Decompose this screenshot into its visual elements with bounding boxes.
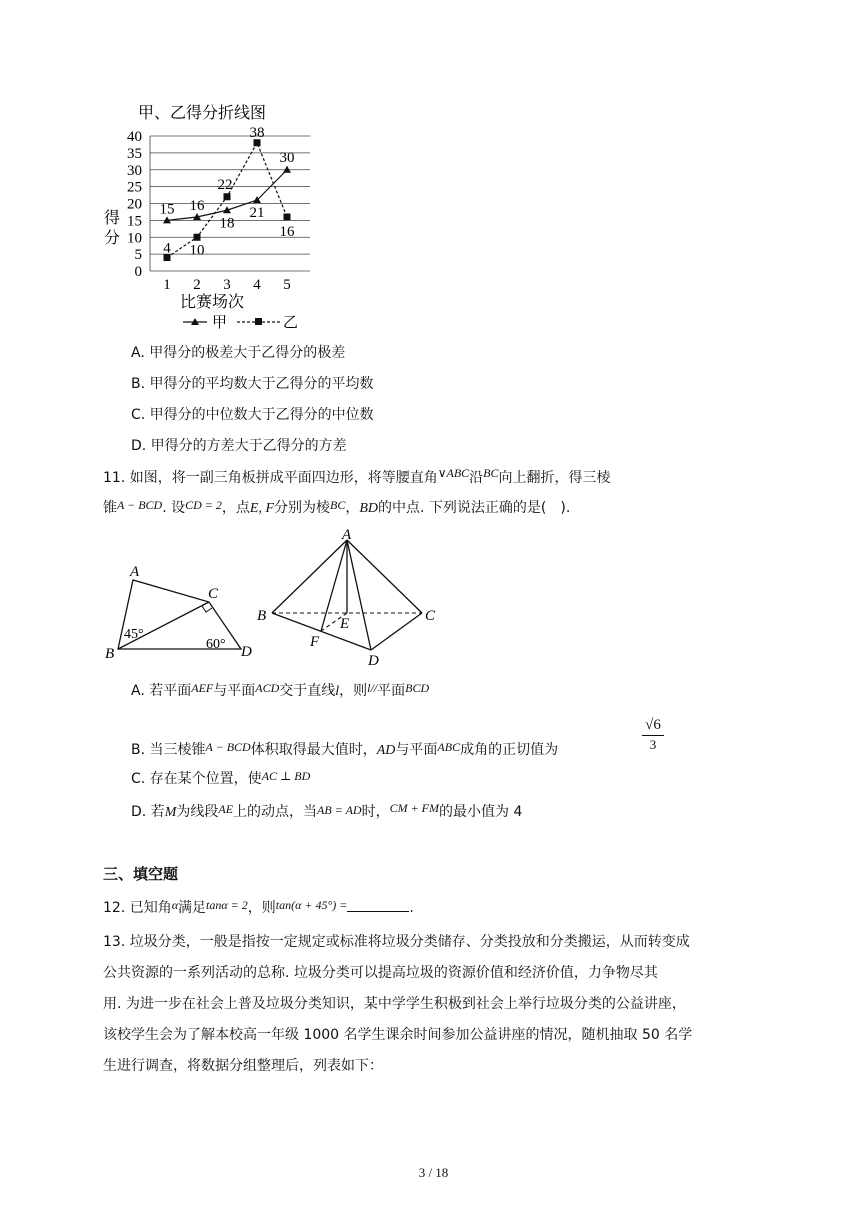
q11-b-3: 与平面 xyxy=(395,742,438,758)
legend-square-marker xyxy=(255,318,262,325)
fig2-label-b: B xyxy=(257,608,267,624)
q12-2: 满足 xyxy=(178,900,207,916)
q11-c-1: C. 存在某个位置，使 xyxy=(131,771,262,787)
q11-b-4: 成角的正切值为 xyxy=(460,742,559,758)
q11-d-4: 时， xyxy=(361,804,390,820)
legend-series-1: 甲 xyxy=(212,313,228,331)
q11-stem-line-2 xyxy=(103,497,570,517)
line-chart xyxy=(95,95,335,340)
q11-d-2: 为线段 xyxy=(176,804,219,820)
data-label: 10 xyxy=(189,242,205,259)
q11-a-plane-aef: AEF xyxy=(191,681,214,695)
q11-d-5: 的最小值为 4 xyxy=(439,804,523,820)
y-tick-label: 40 xyxy=(127,129,142,145)
q11-b-2: 体积取得最大值时， xyxy=(250,742,377,758)
x-tick-label: 4 xyxy=(253,277,261,293)
fig2-label-e: E xyxy=(340,616,350,632)
data-label: 18 xyxy=(219,215,235,232)
q11-option-a xyxy=(131,680,429,700)
q11-a-plane-bcd: BCD xyxy=(405,681,430,695)
q11-b-1: B. 当三棱锥 xyxy=(131,742,206,758)
y-tick-label: 30 xyxy=(127,162,142,179)
y-tick-label: 15 xyxy=(127,213,142,230)
q11-b-fraction-bar xyxy=(642,735,664,736)
q11-points-ef: E, F xyxy=(249,501,275,516)
fig2-label-a: A xyxy=(342,527,352,543)
q11-stem-1c: 沿 xyxy=(469,470,484,486)
page-number: 3 / 18 xyxy=(418,1165,449,1180)
q13-line-2: 公共资源的一系列活动的总称. 垃圾分类可以提高垃圾的资源价值和经济价值，力争物尽其 xyxy=(103,965,658,981)
q11-stem-1e: 向上翻折，得三棱 xyxy=(498,470,611,486)
q13-line-3: 用. 为进一步在社会上普及垃圾分类知识，某中学学生积极到社会上举行垃圾分类的公益讲座， xyxy=(103,996,686,1012)
q11-pyramid: A − BCD xyxy=(117,498,163,512)
fig2-label-c: C xyxy=(425,608,436,624)
q11-b-ad: AD xyxy=(376,743,396,758)
chart-title: 甲、乙得分折线图 xyxy=(137,103,267,122)
q11-stem-line-1 xyxy=(103,467,611,487)
x-tick-label: 5 xyxy=(283,277,291,293)
q10-option-d: D. 甲得分的方差大于乙得分的方差 xyxy=(131,438,347,454)
y-tick-label: 5 xyxy=(134,247,142,264)
series-markers xyxy=(163,139,291,261)
q12-answer-blank[interactable] xyxy=(347,899,409,912)
data-label: 30 xyxy=(279,149,295,166)
x-tick-label: 2 xyxy=(193,277,201,293)
q11-a-line-l: l xyxy=(335,684,340,699)
fig1-label-c: C xyxy=(208,586,219,602)
data-label: 4 xyxy=(163,240,171,257)
q12-1: 12. 已知角 xyxy=(103,900,172,916)
fig1-label-d: D xyxy=(241,644,252,660)
data-label: 16 xyxy=(189,198,205,214)
q11-c-perp: AC ⊥ BD xyxy=(261,769,311,783)
figure-quadrilateral xyxy=(100,560,260,665)
q11-edge-bc: BC xyxy=(483,466,499,480)
q11-b-fraction xyxy=(640,716,666,752)
q13-line-4: 该校学生会为了解本校高一年级 1000 名学生课余时间参加公益讲座的情况，随机抽取 50 名学 xyxy=(103,1027,693,1043)
q11-stem-2g: 分别为棱 xyxy=(274,500,331,516)
q11-d-ab-ad: AB = AD xyxy=(317,803,362,817)
q11-a-parallel: l// xyxy=(367,681,378,695)
q11-cd-value: CD = 2 xyxy=(185,498,222,512)
q11-a-4: ，则 xyxy=(339,683,368,699)
q11-triangle-abc: ∨ABC xyxy=(437,466,470,480)
q11-option-b xyxy=(131,739,558,759)
x-tick-label: 1 xyxy=(163,277,171,293)
data-label: 16 xyxy=(279,224,295,240)
data-label: 22 xyxy=(217,176,233,193)
legend-series-2: 乙 xyxy=(283,313,299,331)
q11-option-d xyxy=(131,801,522,821)
section-heading: 三、填空题 xyxy=(103,865,179,883)
q11-d-ae: AE xyxy=(218,802,234,816)
figure-pyramid xyxy=(250,525,450,670)
q12-4: . xyxy=(409,900,414,916)
y-tick-label: 20 xyxy=(127,196,142,213)
q12-alpha: α xyxy=(171,898,179,912)
q11-b-plane-abc: ABC xyxy=(437,740,461,754)
q11-edge-bc-2: BC xyxy=(330,498,346,512)
q11-stem-2i: ， xyxy=(345,500,360,516)
data-labels xyxy=(160,125,296,259)
q10-option-b: B. 甲得分的平均数大于乙得分的平均数 xyxy=(131,376,374,392)
fig1-label-a: A xyxy=(130,564,140,580)
y-tick-label: 35 xyxy=(127,145,142,162)
q10-option-a: A. 甲得分的极差大于乙得分的极差 xyxy=(131,345,346,361)
data-label: 15 xyxy=(159,201,175,218)
q11-stem-2c: . 设 xyxy=(162,500,186,516)
q11-stem-2k: 的中点. 下列说法正确的是( ). xyxy=(378,500,571,516)
q11-d-1: D. 若 xyxy=(131,804,165,820)
q11-b-pyramid: A − BCD xyxy=(205,740,251,754)
triangle-marker xyxy=(283,166,291,173)
q11-a-3: 交于直线 xyxy=(279,683,336,699)
y-label-char-2: 分 xyxy=(103,228,121,247)
q10-option-c: C. 甲得分的中位数大于乙得分的中位数 xyxy=(131,407,374,423)
y-tick-label: 25 xyxy=(127,179,142,196)
y-tick-label: 10 xyxy=(127,230,142,247)
q11-b-denominator: 3 xyxy=(649,737,657,752)
data-label: 21 xyxy=(249,205,265,222)
y-tick-label: 0 xyxy=(134,264,142,280)
x-axis-ticks xyxy=(163,277,291,293)
q11-option-c xyxy=(131,768,310,788)
q11-stem-2a: 锥 xyxy=(103,500,117,516)
y-label-char-1: 得 xyxy=(103,208,121,227)
square-marker xyxy=(284,214,291,221)
fig1-label-b: B xyxy=(105,646,115,662)
x-tick-label: 3 xyxy=(223,277,231,293)
q11-a-5: 平面 xyxy=(377,683,406,699)
q11-stem-1a: 11. 如图，将一副三角板拼成平面四边形，将等腰直角 xyxy=(103,470,438,486)
data-label: 38 xyxy=(249,124,265,141)
fig2-label-d: D xyxy=(368,653,379,669)
fig1-angle-60: 60° xyxy=(206,637,226,652)
q11-edge-bd: BD xyxy=(359,501,379,516)
q12 xyxy=(103,897,414,917)
q13-line-1: 13. 垃圾分类，一般是指按一定规定或标准将垃圾分类储存、分类投放和分类搬运，从而转变成 xyxy=(103,934,690,950)
square-marker xyxy=(194,234,201,241)
y-axis-ticks xyxy=(127,129,142,280)
q11-d-m: M xyxy=(164,805,177,820)
x-axis-label: 比赛场次 xyxy=(179,292,245,311)
q11-a-2: 与平面 xyxy=(213,683,256,699)
q11-b-numerator: √6 xyxy=(645,717,661,733)
square-marker xyxy=(224,193,231,200)
q12-tan: tanα = 2 xyxy=(206,898,248,912)
q11-stem-2e: ，点 xyxy=(221,500,250,516)
q12-expr: tan(α + 45°) = xyxy=(275,898,348,912)
q11-d-3: 上的动点，当 xyxy=(233,804,318,820)
fig1-angle-45: 45° xyxy=(124,627,144,642)
q11-a-plane-acd: ACD xyxy=(255,681,280,695)
q11-d-cm-fm: CM + FM xyxy=(389,801,440,815)
legend xyxy=(183,313,298,331)
fig2-label-f: F xyxy=(310,634,320,650)
q13-line-5: 生进行调查，将数据分组整理后，列表如下： xyxy=(103,1058,383,1074)
q12-3: ，则 xyxy=(247,900,276,916)
q11-a-1: A. 若平面 xyxy=(131,683,192,699)
